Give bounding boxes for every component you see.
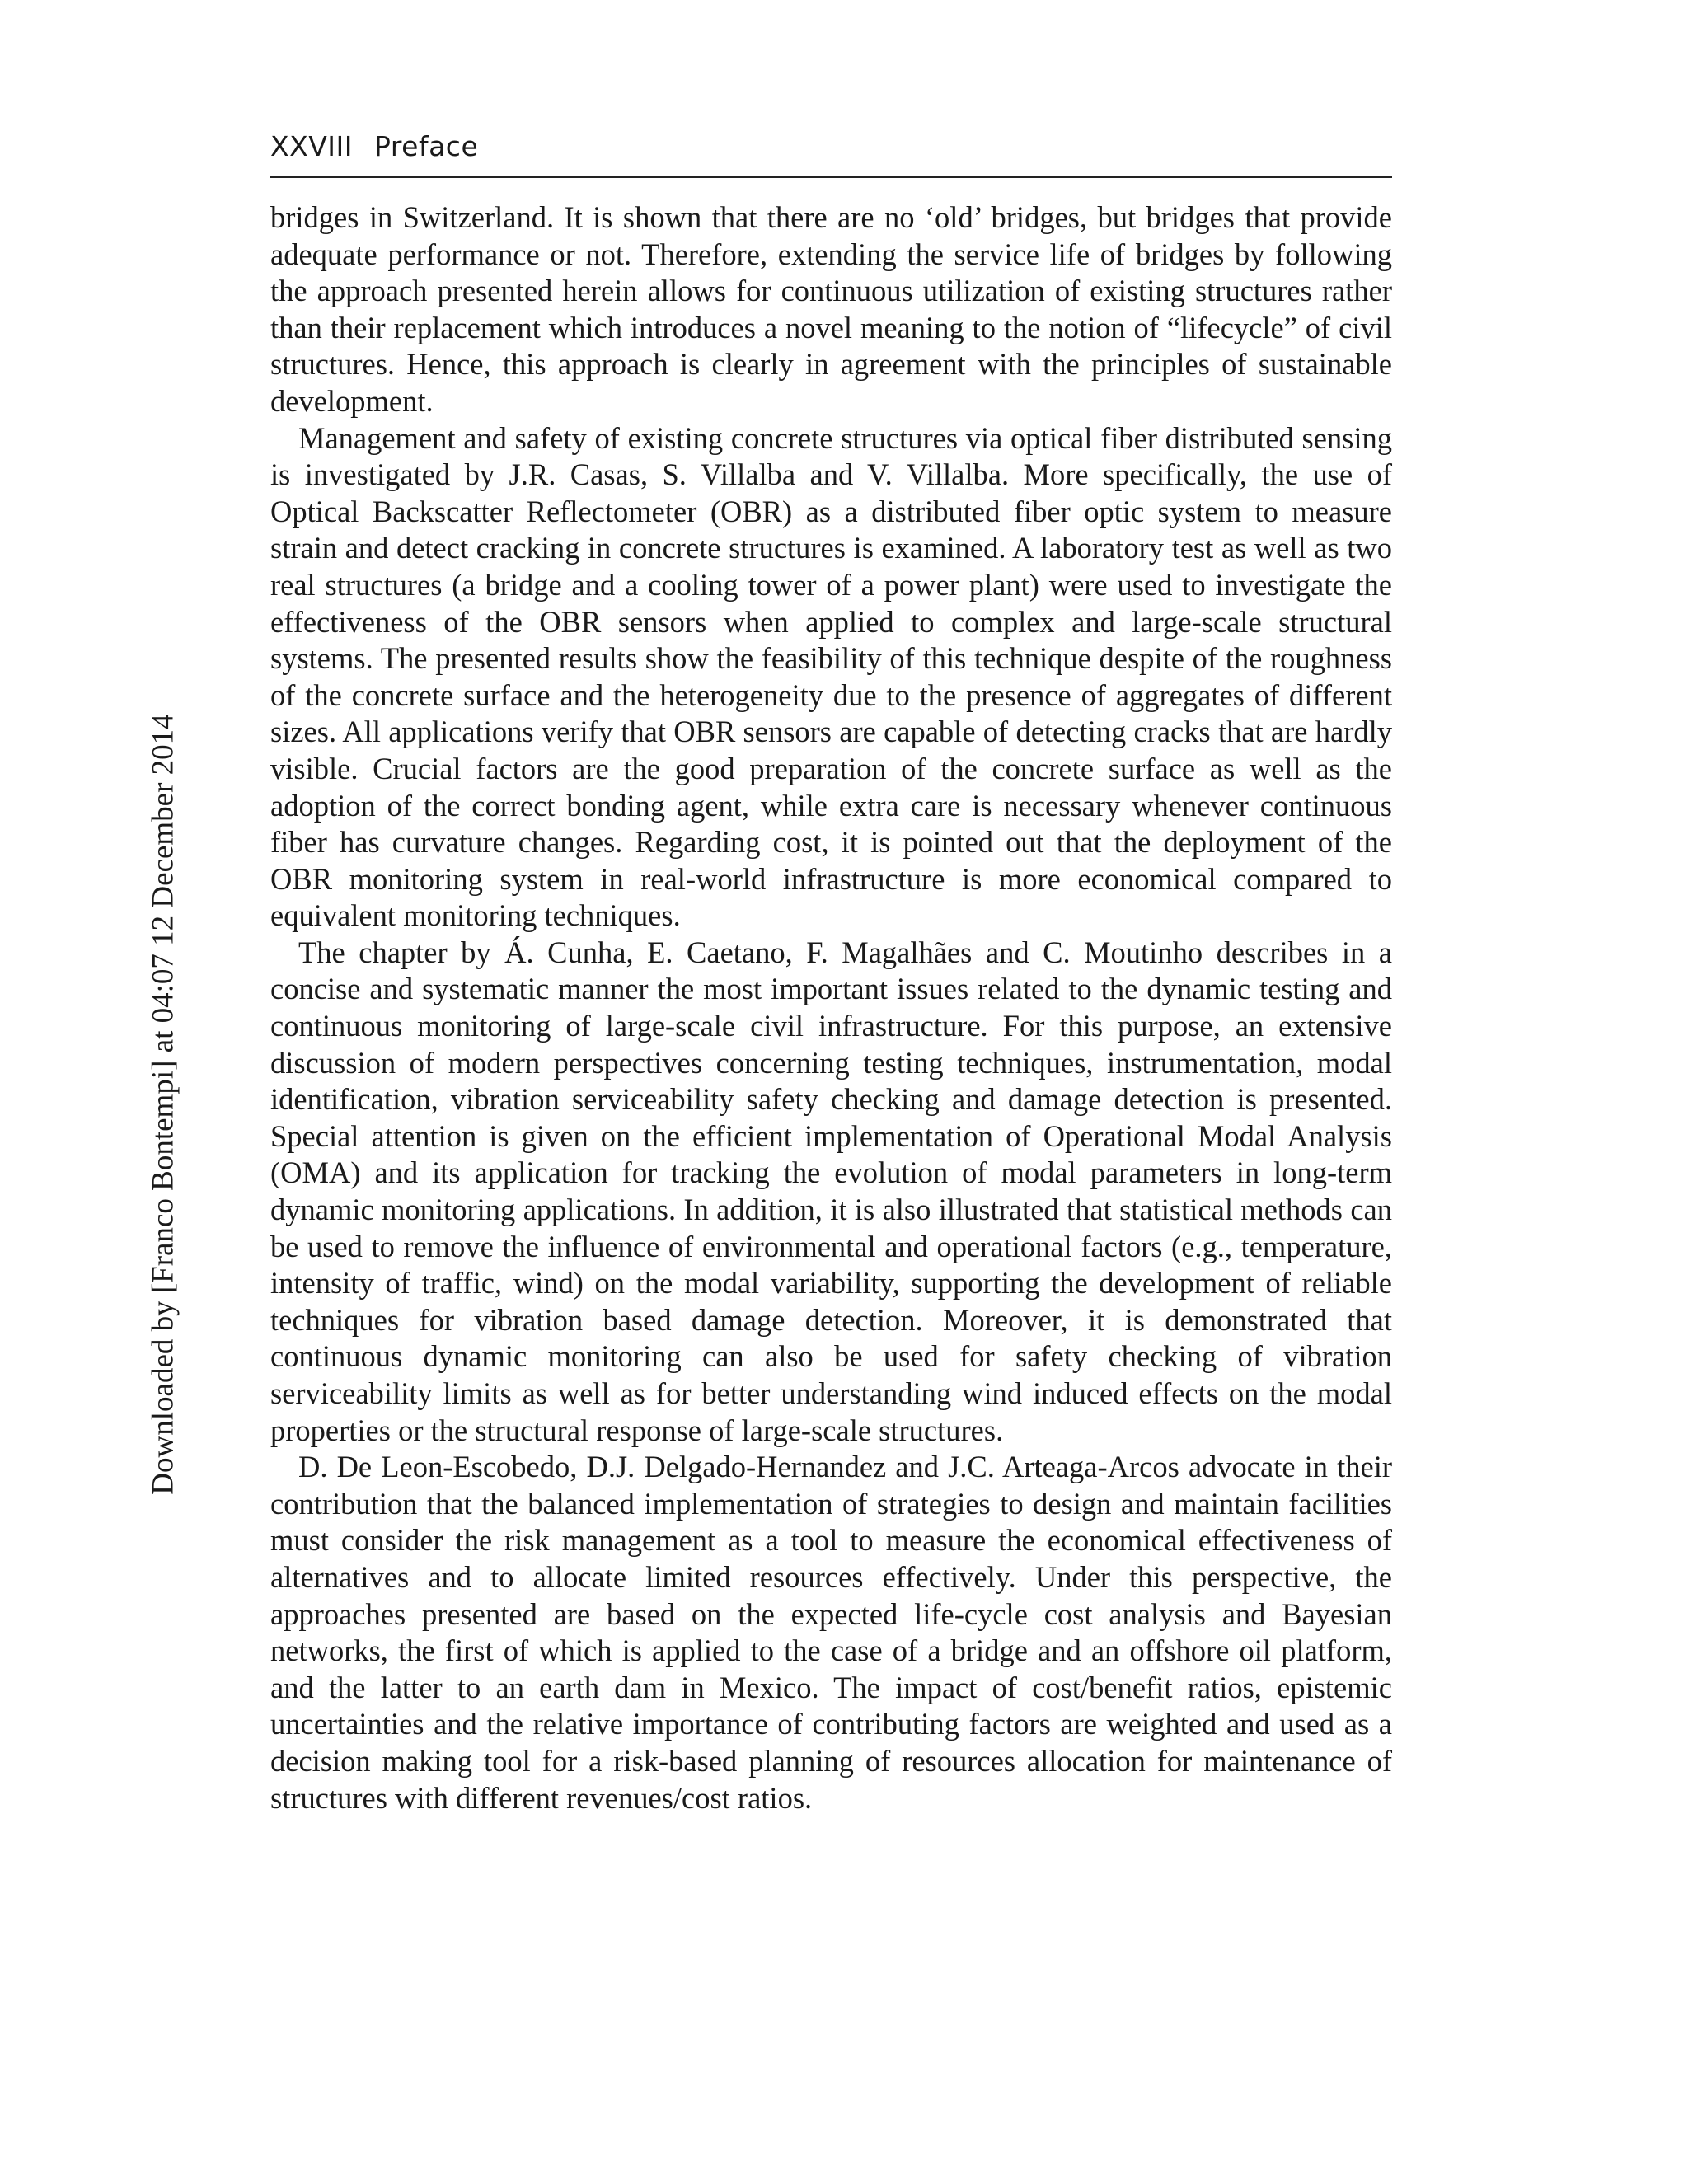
download-watermark: Downloaded by [Franco Bontempi] at 04:07 12 December 2014 [146, 714, 181, 1495]
paragraph-continued: bridges in Switzerland. It is shown that there are no ‘old’ bridges, but bridges that provide adequate performance or not. Therefore, extending the service life of bridges by following the approach presented herein allows for continuous utilization of existing structures rather than their replacement which introduces a novel meaning to the notion of “lifecycle” of civil structures. Hence, this approach is clearly in agreement with the principles of sustainable development. [270, 200, 1392, 418]
running-head [270, 130, 1392, 178]
section-title: Preface [374, 130, 479, 162]
paragraph-cunha-dynamic-testing: The chapter by Á. Cunha, E. Caetano, F. Magalhães and C. Moutinho describes in a concise and systematic manner the most important issues related to the dynamic testing and continuous monitoring of large-scale civil infrastructure. For this purpose, an extensive discussion of modern perspectives concerning testing techniques, instrumentation, modal identification, vibration serviceability safety checking and damage detection is presented. Special attention is given on the efficient implementation of Operational Modal Analysis (OMA) and its application for tracking the evolution of modal parameters in long-term dynamic monitoring applications. In addition, it is also illustrated that statistical methods can be used to remove the influence of environmental and operational factors (e.g., temperature, intensity of traffic, wind) on the modal variability, supporting the development of reliable techniques for vibration based damage detection. Moreover, it is demonstrated that continuous dynamic monitoring can also be used for safety checking of vibration serviceability limits as well as for better understanding wind induced effects on the modal properties or the structural response of large-scale structures. [270, 935, 1392, 1447]
paragraph-casas-obr: Management and safety of existing concrete structures via optical fiber distributed sensing is investigated by J.R. Casas, S. Villalba and V. Villalba. More specifically, the use of Optical Backscatter Reflectometer (OBR) as a distributed fiber optic system to measure strain and detect cracking in concrete structures is examined. A laboratory test as well as two real structures (a bridge and a cooling tower of a power plant) were used to investigate the effectiveness of the OBR sensors when applied to complex and large-scale structural systems. The presented results show the feasibility of this technique despite of the roughness of the concrete surface and the heterogeneity due to the presence of aggregates of different sizes. All applications verify that OBR sensors are capable of detecting cracks that are hardly visible. Crucial factors are the good preparation of the concrete surface as well as the adoption of the correct bonding agent, while extra care is necessary whenever continuous fiber has curvature changes. Regarding cost, it is pointed out that the deployment of the OBR monitoring system in real-world infrastructure is more economical compared to equivalent monitoring techniques. [270, 420, 1392, 933]
body-text [270, 199, 1392, 1816]
paragraph-deleon-risk-management: D. De Leon-Escobedo, D.J. Delgado-Hernandez and J.C. Arteaga-Arcos advocate in their contribution that the balanced implementation of strategies to design and maintain facilities must consider the risk management as a tool to measure the economical effectiveness of alternatives and to allocate limited resources effectively. Under this perspective, the approaches presented are based on the expected life-cycle cost analysis and Bayesian networks, the first of which is applied to the case of a bridge and an offshore oil platform, and the latter to an earth dam in Mexico. The impact of cost/benefit ratios, epistemic uncertainties and the relative importance of contributing factors are weighted and used as a decision making tool for a risk-based planning of resources allocation for maintenance of structures with different revenues/cost ratios. [270, 1450, 1392, 1815]
page-number: XXVIII [270, 130, 353, 162]
